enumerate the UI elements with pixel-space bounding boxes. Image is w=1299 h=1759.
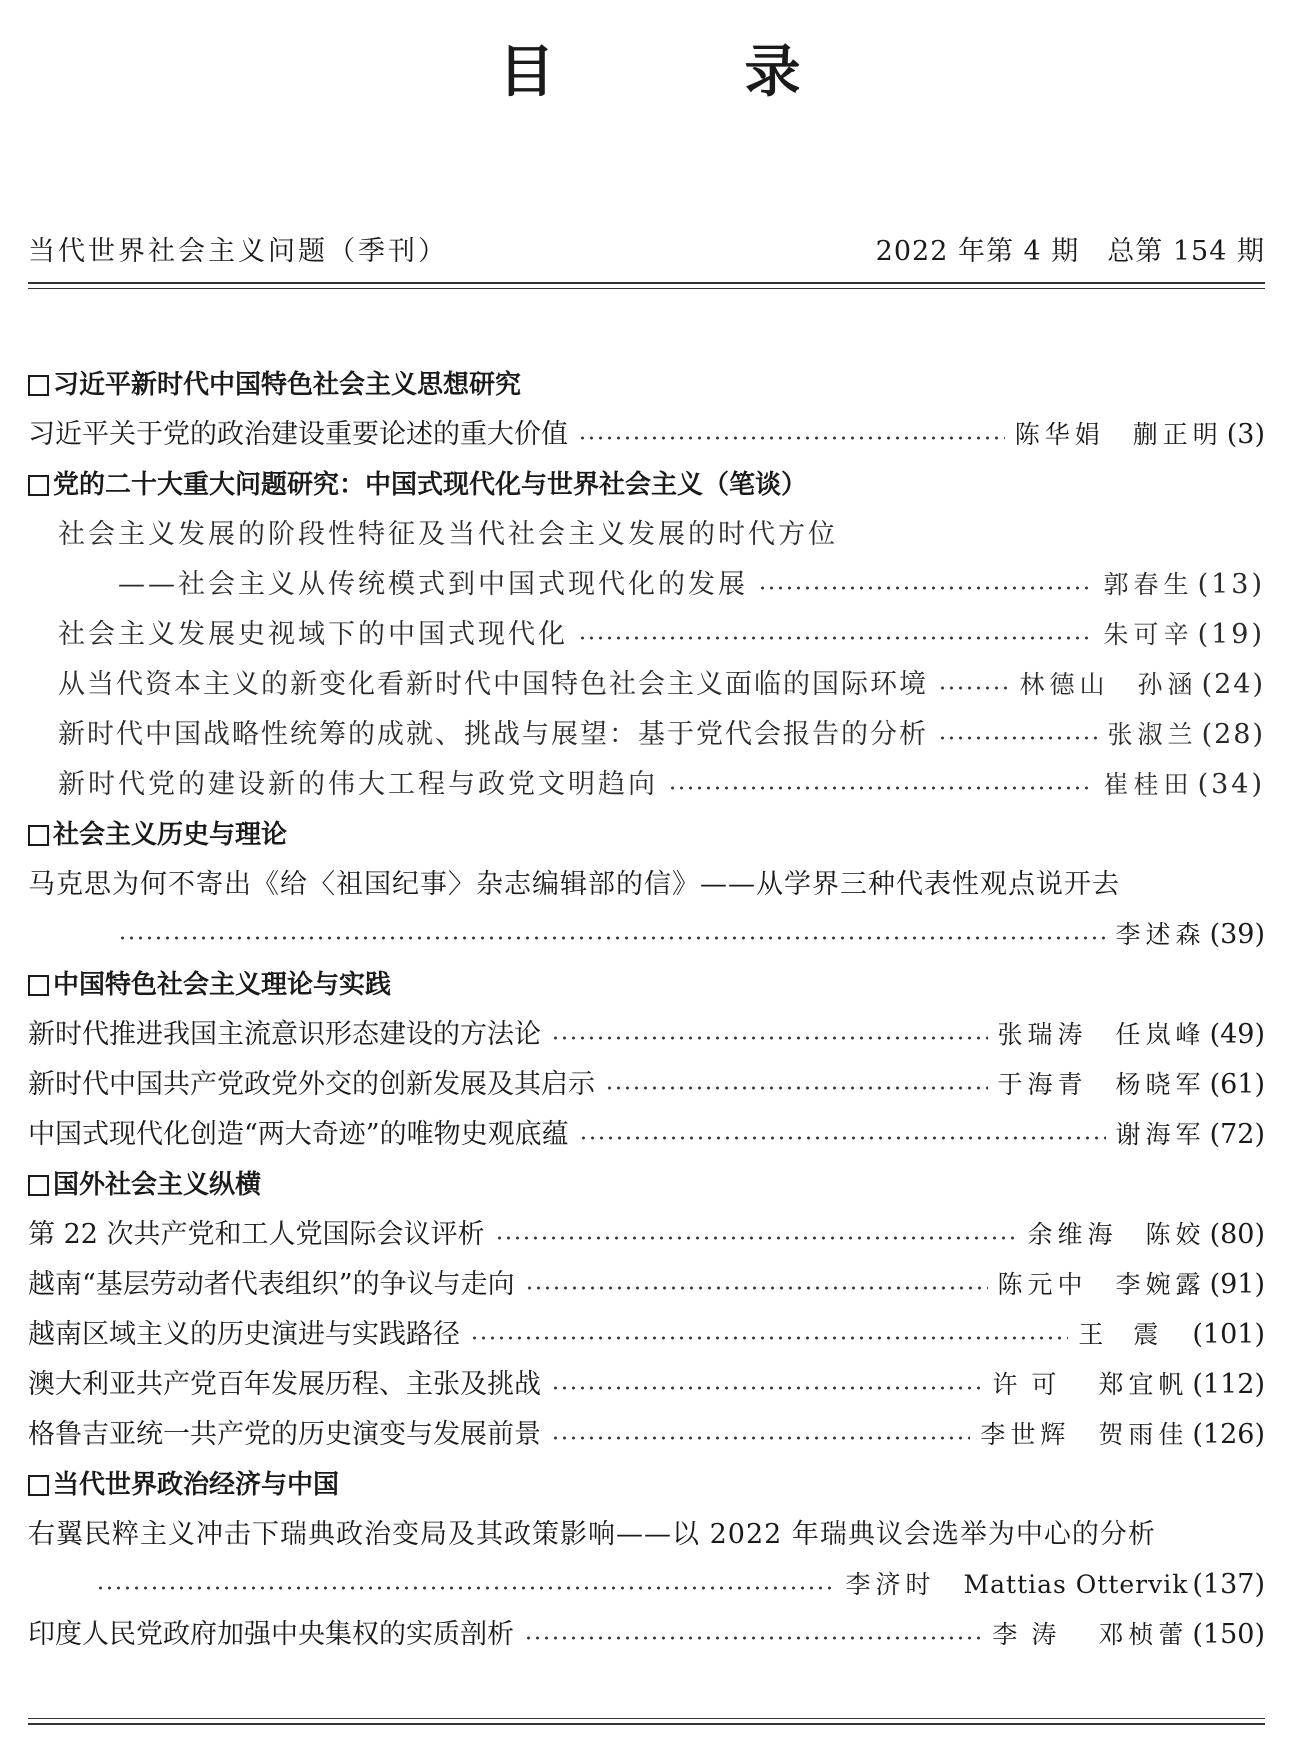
entry-title: 社会主义发展的阶段性特征及当代社会主义发展的时代方位: [58, 519, 838, 550]
toc-entry[interactable]: [28, 1310, 1265, 1360]
dot-leader: [495, 1236, 1018, 1240]
section-box-icon: [28, 975, 49, 996]
entry-page: (28): [1201, 719, 1265, 750]
section-heading: 社会主义历史与理论: [28, 810, 1265, 860]
header-rule-bottom: [28, 288, 1265, 289]
dot-leader: [96, 1586, 836, 1590]
entry-title: 马克思为何不寄出《给〈祖国纪事〉杂志编辑部的信》——从学界三种代表性观点说开去: [28, 869, 1120, 900]
dot-leader: [118, 936, 1106, 940]
dot-leader: [578, 436, 1005, 440]
entry-page: (34): [1197, 769, 1265, 800]
entry-authors: 崔桂田: [1103, 770, 1194, 799]
section-box-icon: [28, 1475, 49, 1496]
entry-page: (72): [1209, 1119, 1265, 1150]
section-heading: 当代世界政治经济与中国: [28, 1460, 1265, 1510]
entry-page: (3): [1226, 419, 1265, 450]
toc-entry-continuation[interactable]: [28, 1560, 1265, 1610]
entry-authors: 余维海 陈姣: [1027, 1220, 1206, 1249]
entry-authors: 李述森: [1115, 920, 1206, 949]
footer-rule-bottom: [28, 1723, 1265, 1725]
entry-page: (80): [1209, 1219, 1265, 1250]
toc-entry[interactable]: [28, 610, 1265, 660]
dot-leader: [668, 786, 1094, 790]
section-box-icon: [28, 375, 49, 396]
entry-page: (101): [1192, 1319, 1265, 1350]
entry-title: 澳大利亚共产党百年发展历程、主张及挑战: [28, 1369, 541, 1400]
section-box-icon: [28, 1175, 49, 1196]
entry-authors: 李济时 Mattias Ottervik: [845, 1570, 1189, 1599]
entry-title: 新时代中国战略性统筹的成就、挑战与展望：基于党代会报告的分析: [58, 719, 928, 750]
dot-leader: [938, 686, 1010, 690]
entry-authors: 李涛 邓桢蕾: [992, 1620, 1189, 1649]
toc-entry[interactable]: [28, 710, 1265, 760]
entry-title: 第 22 次共产党和工人党国际会议评析: [28, 1219, 485, 1250]
entry-title: 社会主义发展史视域下的中国式现代化: [58, 619, 568, 650]
entry-subtitle: ——社会主义从传统模式到中国式现代化的发展: [118, 569, 748, 600]
entry-page: (112): [1192, 1369, 1265, 1400]
toc-entry[interactable]: [28, 1260, 1265, 1310]
toc-entry[interactable]: [28, 1360, 1265, 1410]
toc-entry[interactable]: [28, 510, 1265, 560]
dot-leader: [605, 1086, 988, 1090]
entry-authors: 陈元中 李婉露: [997, 1270, 1206, 1299]
section-heading: 党的二十大重大问题研究：中国式现代化与世界社会主义（笔谈）: [28, 460, 1265, 510]
page-title-char-2: 录: [744, 40, 801, 105]
toc-entry[interactable]: [28, 410, 1265, 460]
entry-title: 中国式现代化创造“两大奇迹”的唯物史观底蕴: [28, 1119, 569, 1150]
entry-page: (150): [1192, 1619, 1265, 1650]
entry-title: 新时代中国共产党政党外交的创新发展及其启示: [28, 1069, 595, 1100]
section-box-icon: [28, 475, 49, 496]
entry-authors: 张瑞涛 任岚峰: [997, 1020, 1206, 1049]
dot-leader: [525, 1286, 988, 1290]
entry-page: (126): [1192, 1419, 1265, 1450]
journal-name: 当代世界社会主义问题（季刊）: [28, 236, 448, 267]
journal-header: [28, 232, 1265, 272]
entry-page: (49): [1209, 1019, 1265, 1050]
toc-entry[interactable]: [28, 1110, 1265, 1160]
dot-leader: [551, 1436, 970, 1440]
toc-entry[interactable]: [28, 860, 1265, 910]
page-title: [0, 28, 1299, 108]
dot-leader: [578, 636, 1094, 640]
dot-leader: [758, 586, 1094, 590]
entry-page: (13): [1197, 569, 1265, 600]
entry-authors: 陈华娟 蒯正明: [1014, 420, 1223, 449]
entry-authors: 王震: [1078, 1320, 1189, 1349]
section-box-icon: [28, 825, 49, 846]
entry-title: 从当代资本主义的新变化看新时代中国特色社会主义面临的国际环境: [58, 669, 928, 700]
section-heading: 习近平新时代中国特色社会主义思想研究: [28, 360, 1265, 410]
footer-rule-top: [28, 1718, 1265, 1719]
entry-authors: 谢海军: [1115, 1120, 1206, 1149]
entry-authors: 许可 郑宜帆: [992, 1370, 1189, 1399]
table-of-contents: [28, 360, 1265, 1660]
dot-leader: [551, 1036, 988, 1040]
entry-title: 新时代党的建设新的伟大工程与政党文明趋向: [58, 769, 658, 800]
entry-authors: 李世辉 贺雨佳: [980, 1420, 1189, 1449]
entry-title: 新时代推进我国主流意识形态建设的方法论: [28, 1019, 541, 1050]
toc-entry[interactable]: [28, 1210, 1265, 1260]
entry-title: 格鲁吉亚统一共产党的历史演变与发展前景: [28, 1419, 541, 1450]
entry-page: (19): [1197, 619, 1265, 650]
dot-leader: [579, 1136, 1106, 1140]
entry-page: (91): [1209, 1269, 1265, 1300]
toc-entry[interactable]: [28, 660, 1265, 710]
entry-page: (24): [1201, 669, 1265, 700]
toc-entry[interactable]: [28, 1060, 1265, 1110]
entry-page: (137): [1192, 1569, 1265, 1600]
entry-authors: 张淑兰: [1107, 720, 1198, 749]
entry-authors: 郭春生: [1103, 570, 1194, 599]
entry-page: (61): [1209, 1069, 1265, 1100]
dot-leader: [524, 1636, 982, 1640]
toc-entry[interactable]: [28, 760, 1265, 810]
toc-entry[interactable]: [28, 1410, 1265, 1460]
toc-entry-subtitle[interactable]: [28, 560, 1265, 610]
dot-leader: [551, 1386, 982, 1390]
toc-entry-continuation[interactable]: [28, 910, 1265, 960]
entry-page: (39): [1209, 919, 1265, 950]
section-heading: 中国特色社会主义理论与实践: [28, 960, 1265, 1010]
section-heading: 国外社会主义纵横: [28, 1160, 1265, 1210]
toc-entry[interactable]: [28, 1510, 1265, 1560]
issue-info: 2022 年第 4 期 总第 154 期: [875, 236, 1265, 267]
entry-title: 越南区域主义的历史演进与实践路径: [28, 1319, 460, 1350]
entry-title: 右翼民粹主义冲击下瑞典政治变局及其政策影响——以 2022 年瑞典议会选举为中心的分析: [28, 1519, 1156, 1550]
dot-leader: [470, 1336, 1068, 1340]
toc-entry[interactable]: [28, 1010, 1265, 1060]
dot-leader: [938, 736, 1098, 740]
toc-entry[interactable]: [28, 1610, 1265, 1660]
entry-authors: 朱可辛: [1103, 620, 1194, 649]
entry-authors: 林德山 孙涵: [1019, 670, 1198, 699]
entry-title: 习近平关于党的政治建设重要论述的重大价值: [28, 419, 568, 450]
page-title-char-1: 目: [498, 40, 555, 105]
header-rule-top: [28, 282, 1265, 284]
entry-title: 印度人民党政府加强中央集权的实质剖析: [28, 1619, 514, 1650]
entry-title: 越南“基层劳动者代表组织”的争议与走向: [28, 1269, 515, 1300]
entry-authors: 于海青 杨晓军: [997, 1070, 1206, 1099]
